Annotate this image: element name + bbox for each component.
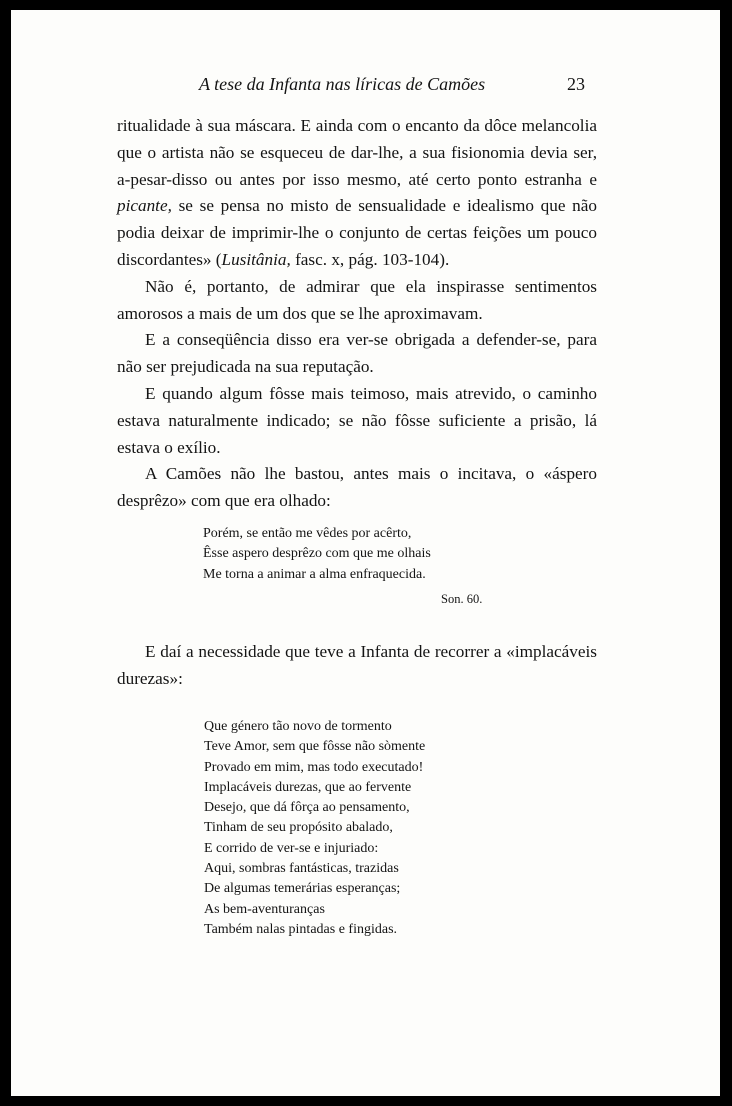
verse-source-citation: Son. 60. bbox=[441, 592, 483, 606]
paragraph: E a conseqüência disso era ver-se obrigada a defender-se, para não ser prejudicada na sua reputação. bbox=[117, 330, 597, 377]
text-block-lower bbox=[117, 639, 597, 693]
verse-quotation-2 bbox=[204, 717, 425, 940]
verse-line: Me torna a animar a alma enfraquecida. bbox=[203, 566, 426, 582]
book-page bbox=[11, 10, 720, 1096]
italic-word-picante: picante, bbox=[117, 196, 172, 216]
page-header bbox=[11, 70, 720, 100]
verse-line: Implacáveis durezas, que ao fervente bbox=[204, 779, 412, 795]
verse-line: Êsse aspero desprêzo com que me olhais bbox=[203, 546, 431, 562]
paragraph: A Camões não lhe bastou, antes mais o incitava, o «áspero desprêzo» com que era olhado: bbox=[117, 464, 597, 511]
verse-line: Que género tão novo de tormento bbox=[204, 719, 392, 734]
paragraph-quote-continuation: ritualidade à sua máscara. E ainda com o encanto da dôce melancolia que o artista não se esqueceu de dar-lhe, a sua fisionomia devia ser, a-pesar-disso ou antes por isso mesmo, até certo ponto estranha e picante, se se pensa no misto de sensualidade e idealismo que não podia deixar de imprimir-lhe o conjunto de certas feições um pouco discordantes» (Lusitânia, fasc. x, pág. 103-104). bbox=[117, 116, 597, 269]
verse-line: De algumas temerárias esperanças; bbox=[204, 881, 401, 897]
verse-line: As bem-aventuranças bbox=[204, 901, 325, 917]
verse-line: Tinham de seu propósito abalado, bbox=[204, 820, 393, 836]
verse-line: Desejo, que dá fôrça ao pensamento, bbox=[204, 800, 410, 816]
verse-line: Aqui, sombras fantásticas, trazidas bbox=[204, 861, 399, 877]
text-block-upper bbox=[117, 113, 597, 515]
verse-line: Também nalas pintadas e fingidas. bbox=[204, 921, 398, 937]
verse-line: Porém, se então me vêdes por acêrto, bbox=[203, 526, 412, 541]
italic-word-lusitania: Lusitânia, bbox=[221, 249, 291, 269]
page-number: 23 bbox=[567, 74, 585, 94]
paragraph: E quando algum fôsse mais teimoso, mais atrevido, o caminho estava naturalmente indicado; se não fôsse suficiente a prisão, lá estava o exílio. bbox=[117, 383, 597, 457]
verse-quotation-1 bbox=[203, 524, 431, 585]
verse-line: Provado em mim, mas todo executado! bbox=[204, 759, 424, 775]
running-title: A tese da Infanta nas líricas de Camões bbox=[199, 74, 486, 94]
paragraph: E daí a necessidade que teve a Infanta de recorrer a «implacáveis durezas»: bbox=[117, 642, 597, 688]
paragraph: Não é, portanto, de admirar que ela inspirasse sentimentos amorosos a mais de um dos que se lhe aproximavam. bbox=[117, 276, 597, 323]
verse-line: E corrido de ver-se e injuriado: bbox=[204, 840, 379, 856]
verse-line: Teve Amor, sem que fôsse não sòmente bbox=[204, 739, 426, 755]
